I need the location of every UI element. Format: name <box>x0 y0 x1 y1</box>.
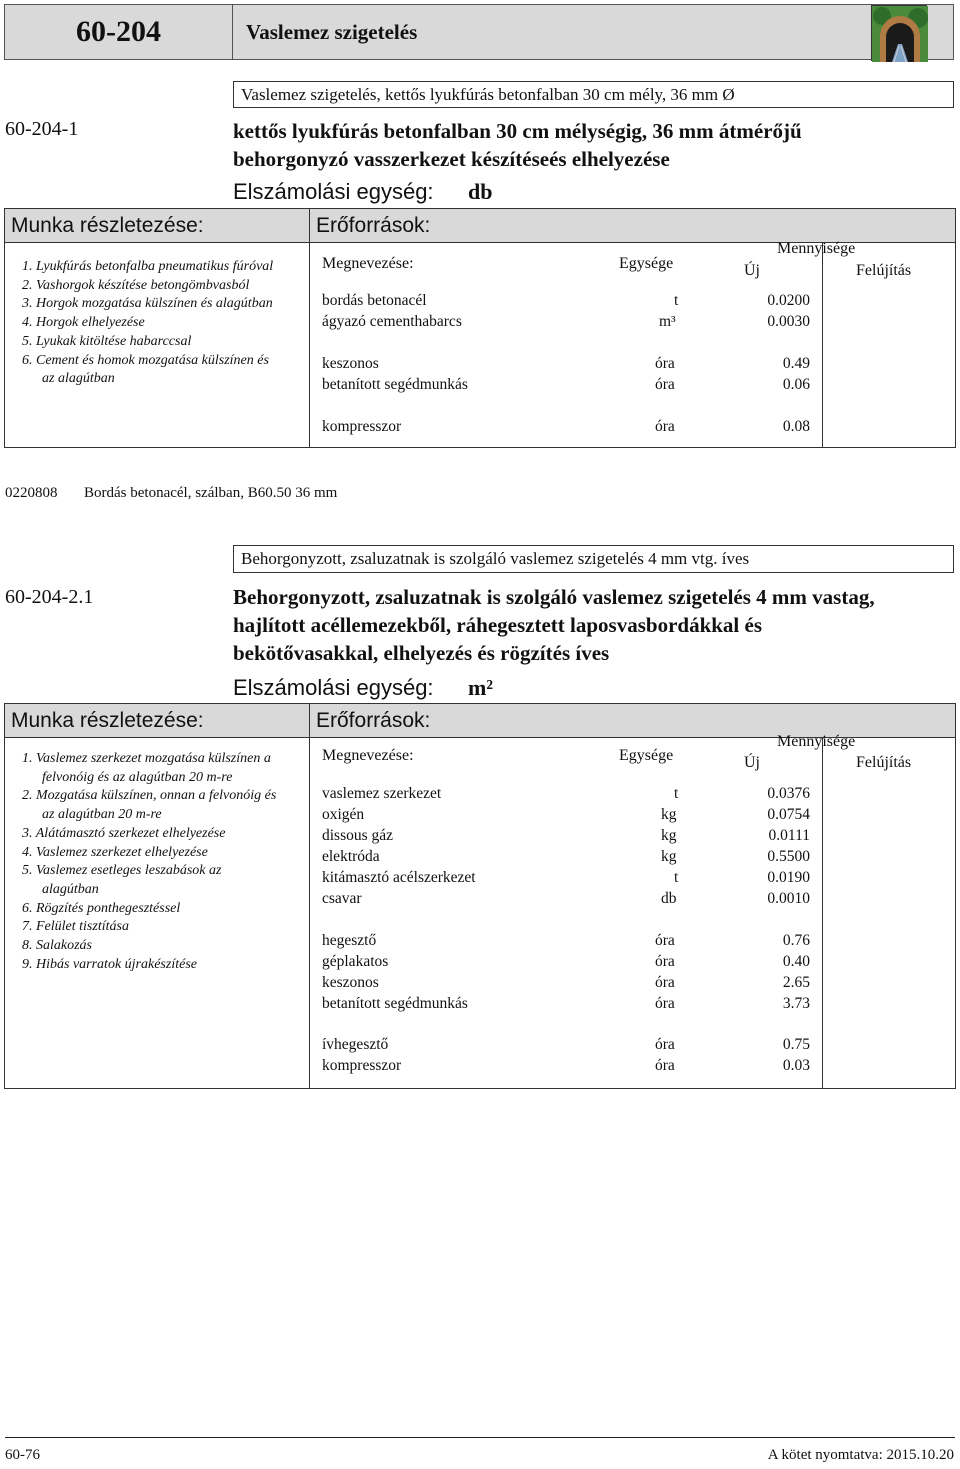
work-step: felvonóig és az alagútban 20 m-re <box>42 769 233 785</box>
resource-name: betanított segédmunkás <box>322 995 468 1012</box>
unit-value: m² <box>468 675 493 700</box>
resource-unit: t <box>674 869 679 886</box>
work-step: alagútban <box>42 881 99 897</box>
print-date: A kötet nyomtatva: 2015.10.20 <box>767 1447 954 1463</box>
resource-unit: kg <box>661 848 677 865</box>
resource-quantity: 0.75 <box>782 1036 810 1053</box>
footer-divider <box>5 1437 955 1438</box>
resource-unit: t <box>674 785 679 802</box>
resource-quantity: 0.76 <box>782 932 810 949</box>
work-box-header <box>5 209 955 243</box>
resource-quantity: 0.0376 <box>767 785 810 802</box>
work-step: 6. Rögzítés ponthegesztéssel <box>22 900 181 916</box>
item-short-label: Vaslemez szigetelés, kettős lyukfúrás betonfalban 30 cm mély, 36 mm Ø <box>233 81 954 108</box>
col-header-new: Új <box>744 754 760 771</box>
resource-quantity: 3.73 <box>782 995 810 1012</box>
resource-quantity: 0.0200 <box>767 292 810 309</box>
work-step: 7. Felület tisztítása <box>22 919 129 935</box>
item-code: 60-204-1 <box>5 118 79 140</box>
chapter-title: Vaslemez szigetelés <box>246 19 418 44</box>
resource-name: kompresszor <box>322 418 402 435</box>
item-title-line: behorgonyzó vasszerkezet készítéseés elhelyezése <box>233 147 670 171</box>
work-step: 6. Cement és homok mozgatása külszínen és <box>22 352 269 368</box>
resource-name: ágyazó cementhabarcs <box>322 313 462 330</box>
tunnel-icon <box>871 5 927 61</box>
work-step: 4. Horgok elhelyezése <box>22 315 145 331</box>
item-title-line: hajlított acéllemezekből, ráhegesztett laposvasbordákkal és <box>233 613 763 637</box>
col-header-quantity: Mennyisége <box>777 240 856 257</box>
resource-name: kitámasztó acélszerkezet <box>322 869 476 886</box>
resource-name: keszonos <box>322 355 379 372</box>
resource-quantity: 0.0754 <box>767 806 810 823</box>
material-code: 0220808 <box>5 485 58 501</box>
work-step: 5. Lyukak kitöltése habarccsal <box>22 333 192 349</box>
work-step: 8. Salakozás <box>22 938 92 954</box>
col-header-name: Megnevezése: <box>322 255 414 272</box>
resource-quantity: 0.0111 <box>768 827 810 844</box>
resource-unit: óra <box>655 974 675 991</box>
resource-name: kompresszor <box>322 1057 402 1074</box>
resource-quantity: 0.0190 <box>767 869 810 886</box>
work-details-label: Munka részletezése: <box>5 704 310 737</box>
work-step: 2. Mozgatása külszínen, onnan a felvonóig és <box>22 788 277 804</box>
item-title-line: bekötővasakkal, elhelyezés és rögzítés íves <box>233 641 610 665</box>
resource-unit: óra <box>655 355 675 372</box>
item-short-label: Behorgonyzott, zsaluzatnak is szolgáló vaslemez szigetelés 4 mm vtg. íves <box>233 545 954 573</box>
item-title <box>233 583 875 667</box>
resource-name: betanított segédmunkás <box>322 376 468 393</box>
resource-unit: kg <box>661 806 677 823</box>
chapter-code: 60-204 <box>5 5 233 59</box>
column-divider <box>822 242 823 448</box>
resource-unit: óra <box>655 953 675 970</box>
col-header-new: Új <box>744 262 760 279</box>
resource-quantity: 0.5500 <box>767 848 810 865</box>
work-steps <box>22 750 276 974</box>
item-title-line: Behorgonyzott, zsaluzatnak is szolgáló vaslemez szigetelés 4 mm vastag, <box>233 585 875 609</box>
resource-unit: kg <box>661 827 677 844</box>
work-step: 2. Vashorgok készítése betongömbvasból <box>22 277 250 293</box>
resource-unit: m³ <box>659 313 676 330</box>
column-divider <box>822 737 823 1089</box>
resources-label: Erőforrások: <box>316 708 431 732</box>
resource-unit: óra <box>655 418 675 435</box>
resource-name: dissous gáz <box>322 827 394 844</box>
page-number: 60-76 <box>5 1447 40 1463</box>
work-step: az alagútban <box>42 371 115 387</box>
unit-value: db <box>468 179 493 204</box>
resource-unit: óra <box>655 376 675 393</box>
resource-name: hegesztő <box>322 932 377 949</box>
column-divider <box>309 242 310 448</box>
resources-label: Erőforrások: <box>316 213 431 237</box>
work-step: 1. Lyukfúrás betonfalba pneumatikus fúróval <box>22 259 274 274</box>
resource-name: ívhegesztő <box>322 1036 389 1053</box>
work-steps <box>22 258 273 389</box>
resource-name: géplakatos <box>322 953 389 970</box>
item-code: 60-204-2.1 <box>5 586 94 608</box>
resource-name: bordás betonacél <box>322 292 427 309</box>
resource-quantity: 0.0010 <box>767 890 810 907</box>
col-header-name: Megnevezése: <box>322 747 414 764</box>
unit-label: Elszámolási egység: <box>233 179 434 204</box>
work-step: 9. Hibás varratok újrakészítése <box>22 956 197 972</box>
resource-unit: óra <box>655 1036 675 1053</box>
resource-quantity: 0.0030 <box>767 313 810 330</box>
resource-quantity: 0.08 <box>782 418 810 435</box>
resource-quantity: 0.03 <box>782 1057 810 1074</box>
column-divider <box>309 737 310 1089</box>
resource-quantity: 2.65 <box>782 974 810 991</box>
resource-unit: óra <box>655 995 675 1012</box>
resource-unit: óra <box>655 932 675 949</box>
col-header-renovation: Felújítás <box>856 754 912 771</box>
item-title-line: kettős lyukfúrás betonfalban 30 cm mélységig, 36 mm átmérőjű <box>233 119 802 143</box>
col-header-renovation: Felújítás <box>856 262 912 279</box>
col-header-unit: Egysége <box>619 255 674 272</box>
work-step: 4. Vaslemez szerkezet elhelyezése <box>22 844 208 860</box>
resource-quantity: 0.49 <box>782 355 810 372</box>
work-step: 1. Vaslemez szerkezet mozgatása külszínen a <box>22 751 271 766</box>
resource-name: keszonos <box>322 974 379 991</box>
resource-quantity: 0.06 <box>782 376 810 393</box>
resource-unit: t <box>674 292 679 309</box>
resource-unit: db <box>661 890 677 907</box>
resource-name: oxigén <box>322 806 365 823</box>
resource-name: elektróda <box>322 848 380 865</box>
resource-unit: óra <box>655 1057 675 1074</box>
work-details-label: Munka részletezése: <box>5 209 310 242</box>
material-description: Bordás betonacél, szálban, B60.50 36 mm <box>84 485 338 501</box>
resource-name: vaslemez szerkezet <box>322 785 442 802</box>
col-header-quantity: Mennyisége <box>777 733 856 750</box>
work-step: 3. Horgok mozgatása külszínen és alagútban <box>22 296 273 312</box>
resource-quantity: 0.40 <box>782 953 810 970</box>
resource-name: csavar <box>322 890 362 907</box>
item-title <box>233 117 802 173</box>
work-step: 5. Vaslemez esetleges leszabások az <box>22 863 222 879</box>
work-step: 3. Alátámasztó szerkezet elhelyezése <box>22 825 226 841</box>
work-step: az alagútban 20 m-re <box>42 807 162 823</box>
unit-label: Elszámolási egység: <box>233 675 434 700</box>
col-header-unit: Egysége <box>619 747 674 764</box>
